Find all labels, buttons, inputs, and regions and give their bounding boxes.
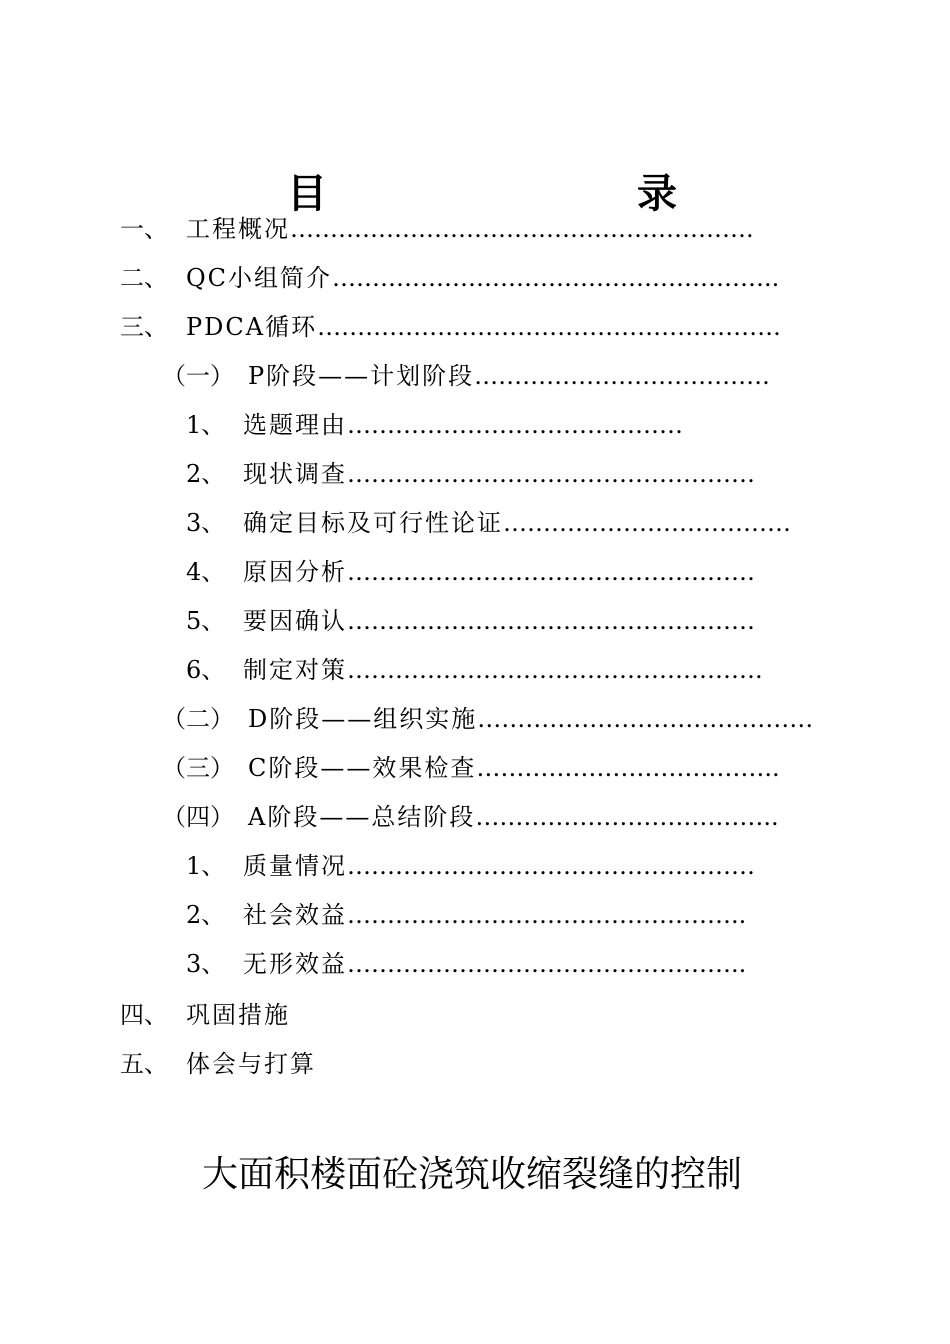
toc-entry-leader: ………………………………………….. [347,901,747,929]
toc-entry-3 [120,307,780,347]
toc-entry-label: 社会效益 [243,901,347,929]
toc-entry-label: D阶段——组织实施 [248,705,478,733]
toc-entry-number: （四） [162,803,234,831]
toc-entry-leader: ……………………………………………. [347,656,763,684]
toc-entry-leader: …………………………………… [347,411,683,439]
toc-entry-a-3 [186,944,786,984]
toc-entry-leader: …………………………………………… [347,558,755,586]
toc-entry-a-2 [186,895,786,935]
toc-entry-number: 三、 [120,313,168,341]
toc-entry-number: （二） [162,705,234,733]
toc-entry-leader: ………………………………. [474,362,770,390]
toc-entry-number: 二、 [120,264,168,292]
toc-entry-d-stage [162,699,814,739]
toc-entry-c-stage [162,748,782,788]
toc-entry-label: C阶段——效果检查 [248,754,477,782]
toc-entry-p-5 [186,601,786,641]
toc-entry-number: 2、 [186,901,226,929]
toc-entry-label: PDCA循环 [186,313,318,341]
toc-entry-label: P阶段——计划阶段 [248,362,475,390]
toc-entry-leader: …………………………………………………. [290,215,754,243]
toc-entry-p-2 [186,454,786,494]
toc-entry-label: 体会与打算 [186,1050,316,1078]
toc-entry-leader: …………………………………… [477,705,814,733]
toc-entry-leader: …………………………………………………. [317,313,781,341]
toc-entry-number: 3、 [186,950,226,978]
toc-entry-5 [120,1044,780,1084]
toc-entry-label: 确定目标及可行性论证 [243,509,503,537]
toc-entry-leader: ……………………………………………….. [332,264,780,292]
toc-entry-label: 原因分析 [243,558,347,586]
toc-entry-number: 2、 [186,460,226,488]
toc-entry-leader: …………………………………………… [347,460,755,488]
toc-entry-number: 五、 [120,1050,168,1078]
toc-entry-label: 工程概况 [186,215,290,243]
toc-entry-label: 质量情况 [243,852,347,880]
toc-title-char-2: 录 [637,171,677,217]
toc-entry-leader: ……………………………….. [475,803,779,831]
toc-entry-number: 4、 [186,558,226,586]
document-heading: 大面积楼面砼浇筑收缩裂缝的控制 [201,1154,742,1195]
toc-entry-2 [120,258,780,298]
toc-entry-number: 5、 [186,607,226,635]
toc-title-char-1: 目 [287,171,327,217]
toc-entry-number: 6、 [186,656,226,684]
toc-entry-number: 1、 [186,852,226,880]
toc-entry-leader: …………………………………………… [347,852,755,880]
toc-entry-1 [120,209,780,249]
toc-entry-p-1 [186,405,786,445]
toc-entry-label: 制定对策 [243,656,347,684]
toc-entry-number: 3、 [186,509,226,537]
toc-entry-leader: ……………………………….. [476,754,780,782]
toc-entry-p-4 [186,552,786,592]
toc-entry-leader: ………………………………………….. [347,950,747,978]
toc-entry-label: 现状调查 [243,460,347,488]
toc-entry-number: （一） [162,362,234,390]
toc-entry-number: 四、 [120,1001,168,1029]
toc-entry-label: 要因确认 [243,607,347,635]
toc-entry-p-3 [186,503,791,543]
toc-entry-number: 1、 [186,411,226,439]
toc-entry-4 [120,995,780,1035]
toc-entry-label: 无形效益 [243,950,347,978]
toc-entry-label: 选题理由 [243,411,347,439]
toc-entry-a-stage [162,797,782,837]
toc-entry-label: 巩固措施 [186,1001,290,1029]
toc-entry-leader: ……………………………… [503,509,791,537]
toc-entry-label: A阶段——总结阶段 [248,803,476,831]
toc-entry-number: （三） [162,754,234,782]
toc-entry-number: 一、 [120,215,168,243]
toc-entry-a-1 [186,846,786,886]
toc-entry-p-stage [162,356,782,396]
toc-entry-label: QC小组简介 [186,264,333,292]
toc-entry-leader: …………………………………………… [347,607,755,635]
toc-entry-p-6 [186,650,786,690]
